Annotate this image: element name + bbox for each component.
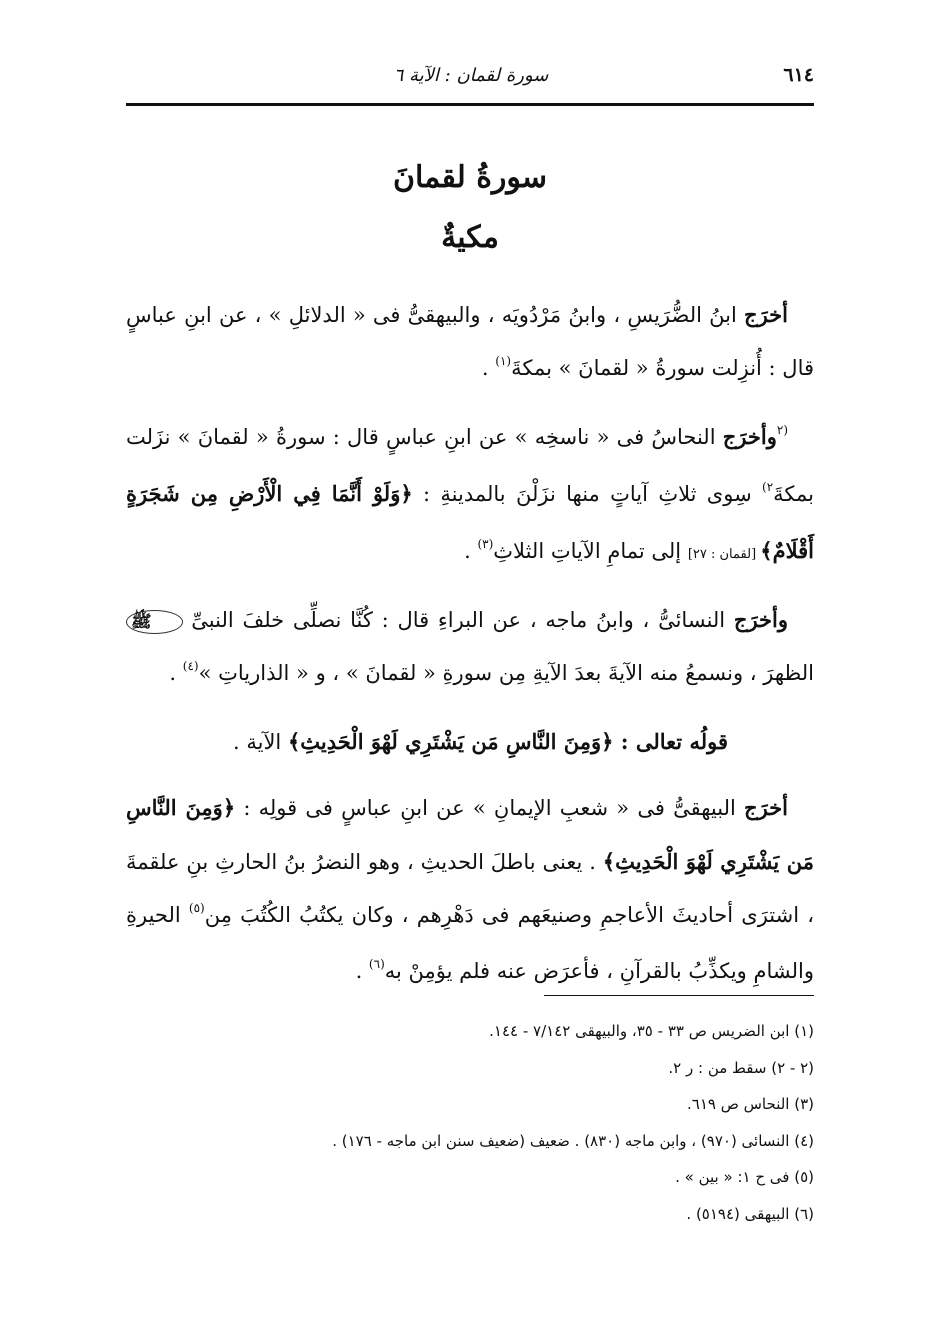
paragraph-1 (126, 288, 814, 398)
header-rule (126, 103, 814, 106)
quran-verse: ﴿وَمِنَ النَّاسِ مَن يَشْتَرِي لَهْوَ الْحَدِيثِ﴾ (287, 729, 614, 754)
paragraph-text-2: . يعنى باطلَ الحديثِ ، وهو النضرُ بنُ الحارثِ بنِ علقمةَ ، اشترَى أحاديثَ الأعاجمِ وصنيعَهم فى دَهْرِهم ، وكان يكتُبُ الكُتُبَ مِن (126, 850, 815, 927)
footnote-marker: (٤) (182, 659, 199, 673)
paragraph-end: . (355, 959, 369, 983)
verse-reference: [لقمان : ٢٧] (687, 547, 761, 562)
quran-verse: ﴿وَمِنَ النَّاسِ مَن يَشْتَرِي لَهْوَ الْحَدِيثِ﴾ (126, 795, 814, 874)
paragraph-text: ابنُ الضُّرَيسِ ، وابنُ مَرْدُويَه ، والبيهقىُّ فى « الدلائلِ » ، عن ابنِ عباسٍ قال : أُنزِلت سورةُ « لقمانَ » بمكةَ (126, 303, 814, 380)
paragraph-4 (126, 781, 814, 1001)
paragraph-lead: وأخرَج (722, 424, 777, 449)
footnote-1: (١) ابن الضريس ص ٣٣ - ٣٥، والبيهقى ٧/١٤٢ - ١٤٤. (489, 1022, 814, 1040)
footnote-marker: (٣) (477, 537, 494, 551)
salla-allah-icon: ﷺ (126, 610, 183, 634)
footnote-6: (٦) البيهقى (٥١٩٤) . (686, 1204, 814, 1223)
paragraph-text-3: إلى تمامِ الآياتِ الثلاثِ (493, 539, 688, 563)
footnote-marker: (١) (495, 354, 512, 368)
paragraph-text-2: الظهرَ ، ونسمعُ منه الآيةَ بعدَ الآيةِ مِن سورةِ « لقمانَ » ، و « الذارياتِ » (198, 661, 814, 685)
paragraph-end: . (464, 539, 478, 563)
paragraph-text: النسائىُّ ، وابنُ ماجه ، عن البراءِ قال : كُنَّا نصلِّى خلفَ النبىِّ (182, 608, 734, 632)
footnote-rule (544, 995, 814, 996)
footnote-5: (٥) فى ح ١: « بين » . (675, 1168, 814, 1186)
footnote-4: (٤) النسائى (٩٧٠) ، وابن ماجه (٨٣٠) . ضعيف (ضعيف سنن ابن ماجه - ١٧٦) . (332, 1131, 814, 1150)
paragraph-text: النحاسُ فى « ناسخِه » عن ابنِ عباسٍ قال : سورةُ « لقمانَ » نزَلت بمكةَ (126, 425, 814, 506)
paragraph-end: . (481, 356, 496, 380)
main-text (126, 288, 814, 1013)
surah-heading: سورةُ لقمانَ (392, 160, 548, 195)
footnote-3: (٣) النحاس ص ٦١٩. (687, 1095, 814, 1113)
paragraph-lead: وأخرَج (733, 607, 788, 632)
running-title: سورة لقمان : الآية ٦ (393, 64, 549, 86)
verse-heading-end: الآية . (233, 730, 288, 754)
footnote-marker-close: ٢) (762, 480, 774, 494)
footnote-2: (٢ - ٢) سقط من : ر ٢. (668, 1058, 814, 1077)
paragraph-2 (126, 410, 814, 581)
page-number: ٦١٤ (783, 64, 814, 86)
footnote-marker: (٦) (368, 957, 385, 971)
paragraph-text-3: الحيرةِ والشامِ ويكذِّبُ بالقرآنِ ، فأعرَض عنه فلم يؤمِنْ به (126, 903, 814, 983)
quran-verse: ﴿وَلَوْ أَنَّمَا فِي الْأَرْضِ مِن شَجَرَةٍ أَقْلَامٌ﴾ (126, 481, 814, 563)
verse-heading-lead: قولُه تعالى : (613, 729, 728, 754)
paragraph-lead: أخرَج (744, 795, 788, 820)
footnote-marker: (٥) (188, 901, 205, 915)
footnote-marker-open: (٢ (776, 423, 788, 437)
footnotes (126, 1013, 814, 1232)
verse-heading (126, 715, 814, 769)
paragraph-end: . (169, 661, 183, 685)
surah-type-heading: مكيةٌ (441, 220, 499, 255)
paragraph-lead: أخرَج (744, 302, 788, 327)
paragraph-text-2: سِوى ثلاثِ آياتٍ منها نزَلْنَ بالمدينةِ : (412, 482, 763, 506)
paragraph-text: البيهقىُّ فى « شعبِ الإيمانِ » عن ابنِ عباسٍ فى قولِه : (235, 796, 745, 820)
running-header (128, 58, 814, 92)
paragraph-3 (126, 593, 814, 703)
